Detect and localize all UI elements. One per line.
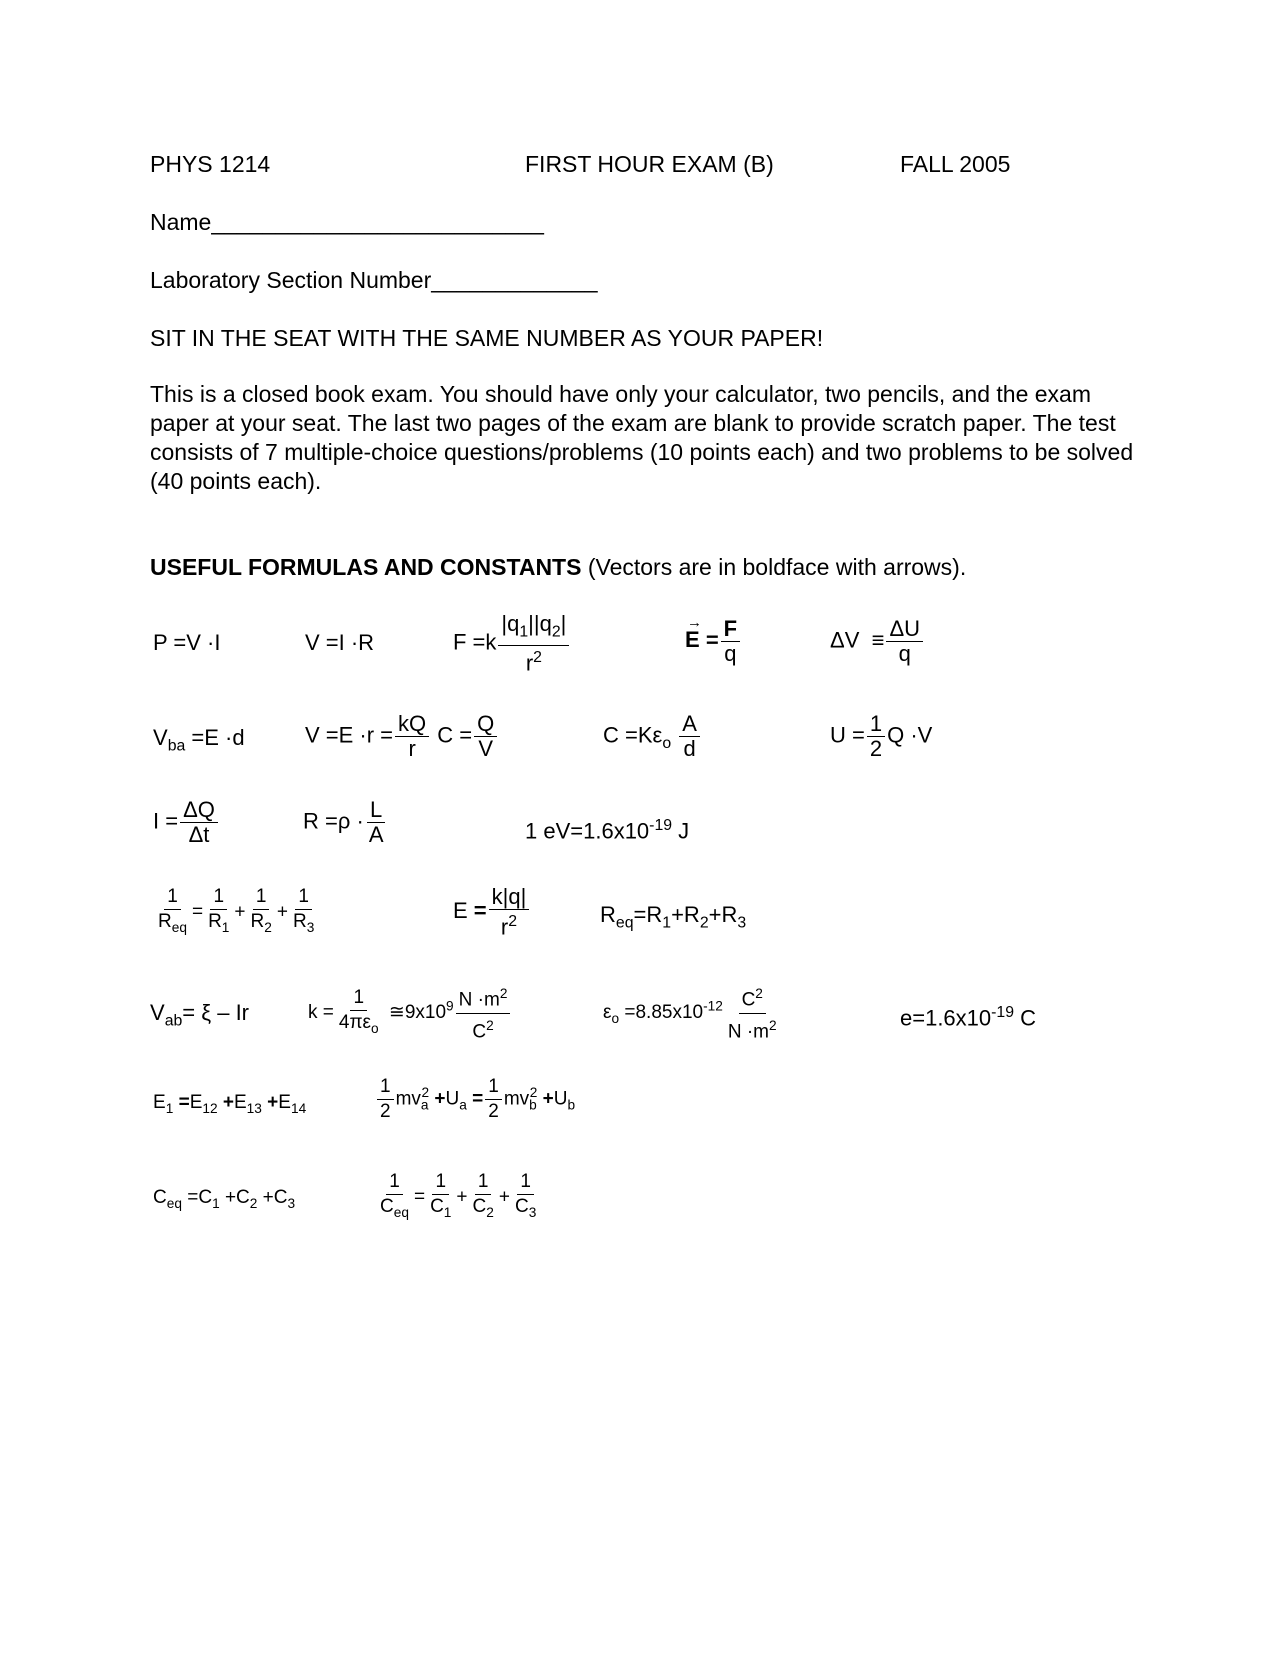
formula-current: I = $\frac{\Delta Q}{\Delta t}$: [153, 798, 220, 847]
k-exponent: 9: [446, 998, 454, 1014]
ev-text: 1 eV=1.6x10: [525, 818, 650, 844]
formula-ohm: V =I ·R: [305, 630, 375, 655]
formula-resistance: R =ρ · $\frac{L}{A}$: [303, 797, 384, 847]
exam-term: FALL 2005: [900, 151, 1011, 177]
name-field[interactable]: Name__________________________: [150, 209, 544, 235]
formula-vba: $V_{ba} =E \cdot d$: [153, 725, 245, 755]
electron-volt-constant: [525, 813, 689, 845]
ev-exponent: -19: [649, 817, 673, 834]
exam-title: FIRST HOUR EXAM (B): [525, 151, 774, 177]
formula-energy: U = $\frac{1}{2}$ Q ·V: [830, 711, 933, 761]
exam-instructions: This is a closed book exam. You should have only your calculator, two pencils, and the exam paper at your seat. The last two pages of the exam are blank to provide scratch paper. The test consists of 7 multiple-choice questions/problems (10 points each) and two problems to be solved (40 points each).: [150, 381, 1134, 494]
charge-exponent: -19: [991, 1004, 1015, 1021]
formula-electric-field: → E = $\frac{F}{q}$: [685, 617, 742, 666]
formulas-heading-bold: USEFUL FORMULAS AND CONSTANTS: [150, 554, 582, 580]
charge-unit: C: [1014, 1005, 1037, 1031]
formula-parallel-capacitors: $C_{eq} =C_1 +C_2 +C_3$: [153, 1187, 296, 1211]
elementary-charge-constant: [900, 1000, 1036, 1032]
formula-permittivity: $\varepsilon_o =8.85x10^{-12}$ $\frac{C^2}{N \cdot m^2}$: [603, 982, 782, 1044]
epsilon-exponent: -12: [703, 998, 723, 1014]
formula-capacitance: $C =K\varepsilon_o$ $\frac{A}{d}$: [603, 712, 702, 761]
lab-section-field[interactable]: Laboratory Section Number_____________: [150, 267, 598, 293]
formula-terminal-voltage: $V_{ab}= \xi - Ir$: [150, 1000, 250, 1030]
k-value: 9x10: [404, 1002, 447, 1024]
formula-coulomb-constant: k = $\frac{1}{4\pi\varepsilon_o}$ $≅9x10^9$ $\frac{N \cdot m^2}{C^2}$: [308, 982, 512, 1044]
ev-unit: J: [672, 818, 690, 844]
formula-power: P =V ·I: [153, 630, 221, 655]
formula-parallel-resistors: $\frac{1}{R_{eq}}$ = $\frac{1}{R_1}$ + $\frac{1}{R_2}$ + $\frac{1}{R_3}$: [158, 886, 315, 935]
seat-notice: SIT IN THE SEAT WITH THE SAME NUMBER AS YOUR PAPER!: [150, 325, 824, 351]
formula-coulomb: F =k $\frac{|q_1||q_2|}{r^2}$: [453, 612, 571, 675]
course-code: PHYS 1214: [150, 151, 271, 177]
formula-energy-conservation: $\frac{1}{2}$ $mv_a^2 +U_a$ = $\frac{1}{2}$ $mv_b^2 +U_b$: [375, 1075, 575, 1124]
formula-series-capacitors: $\frac{1}{C_{eq}}$ = $\frac{1}{C_1}$ + $\frac{1}{C_2}$ + $\frac{1}{C_3}$: [380, 1171, 537, 1220]
formula-point-field: E = $\frac{k|q|}{r^2}$: [453, 885, 531, 940]
formula-series-resistors: $R_{eq}=R_1+R_2+R_3$: [600, 902, 747, 932]
formula-potential-difference: ΔV ≡ $\frac{\Delta U}{q}$: [830, 617, 925, 666]
formula-superposition: $E_1 =E_{12} +E_{13} +E_{14}$: [153, 1092, 307, 1116]
formula-point-potential: V =E ·r = $\frac{kQ}{r}$ C = $\frac{Q}{V}$: [305, 712, 499, 761]
charge-text: e=1.6x10: [900, 1005, 992, 1031]
formulas-heading-note: (Vectors are in boldface with arrows).: [581, 554, 967, 580]
epsilon-value: 8.85x10: [635, 1002, 704, 1024]
formulas-heading: [150, 553, 966, 581]
